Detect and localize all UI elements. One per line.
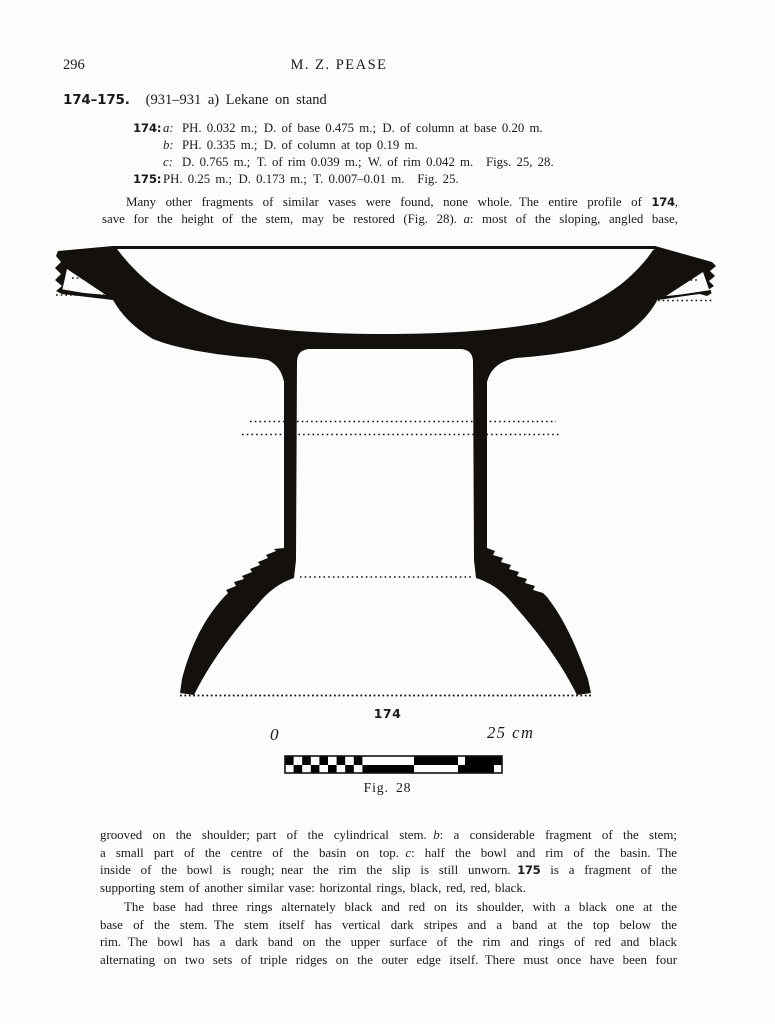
catalogue-item-letter: a:: [163, 121, 174, 135]
text-line: rim. The bowl has a dark band on the upper surface of the rim and rings of red and black: [100, 935, 677, 950]
text-line: a small part of the centre of the basin on top. c: half the bowl and rim of the basin. The: [100, 845, 677, 860]
text-line: The base had three rings alternately black and red on its shoulder, with a black one at the: [124, 899, 677, 914]
text-line: inside of the bowl is rough; near the rim the slip is still unworn. 175 is a fragment of the: [100, 863, 677, 878]
body-paragraph: [100, 899, 677, 970]
catalogue-item-letter: b:: [163, 137, 174, 152]
running-head-author: M. Z. PEASE: [290, 57, 388, 73]
page-number: 296: [63, 57, 85, 73]
figure-specimen-label: 174: [373, 706, 402, 721]
catalogue-measurements: PH. 0.335 m.; D. of column at top 0.19 m.: [182, 137, 418, 152]
catalogue-measurements: PH. 0.032 m.; D. of base 0.475 m.; D. of column at base 0.20 m.: [182, 121, 543, 135]
catalogue-number-range: 174–175.: [63, 92, 130, 108]
body-paragraph: [100, 827, 677, 898]
catalogue-num: 174:: [133, 121, 162, 135]
scale-bar: [285, 756, 502, 773]
text-line: base of the stem. The stem itself has vertical dark stripes and a band at the top below the: [100, 917, 677, 932]
catalogue-measurements: D. 0.765 m.; T. of rim 0.039 m.; W. of rim 0.042 m. Figs. 25, 28.: [182, 154, 554, 169]
lekane-profile-drawing: [55, 246, 716, 696]
text-line: Many other fragments of similar vases were found, none whole. The entire profile of 174,: [126, 195, 678, 209]
text-line: alternating on two sets of triple ridges on the outer edge itself. There must once have been four: [100, 952, 677, 967]
entry-title: (931–931 a) Lekane on stand: [145, 92, 327, 108]
catalogue-num: 175:: [133, 171, 162, 186]
text-line: supporting stem of another similar vase: horizontal rings, black, red, red, black.: [100, 881, 527, 896]
catalogue-item-letter: c:: [163, 154, 173, 169]
scale-zero-label: 0: [270, 725, 279, 744]
scale-end-label: 25 cm: [487, 723, 535, 742]
catalogue-measurements: PH. 0.25 m.; D. 0.173 m.; T. 0.007–0.01 m. Fig. 25.: [163, 171, 459, 186]
text-line: save for the height of the stem, may be restored (Fig. 28). a: most of the sloping, angled base,: [102, 212, 678, 227]
figure-caption: Fig. 28: [363, 780, 412, 795]
text-line: grooved on the shoulder; part of the cylindrical stem. b: a considerable fragment of the stem;: [100, 828, 677, 842]
body-text: [100, 827, 677, 970]
